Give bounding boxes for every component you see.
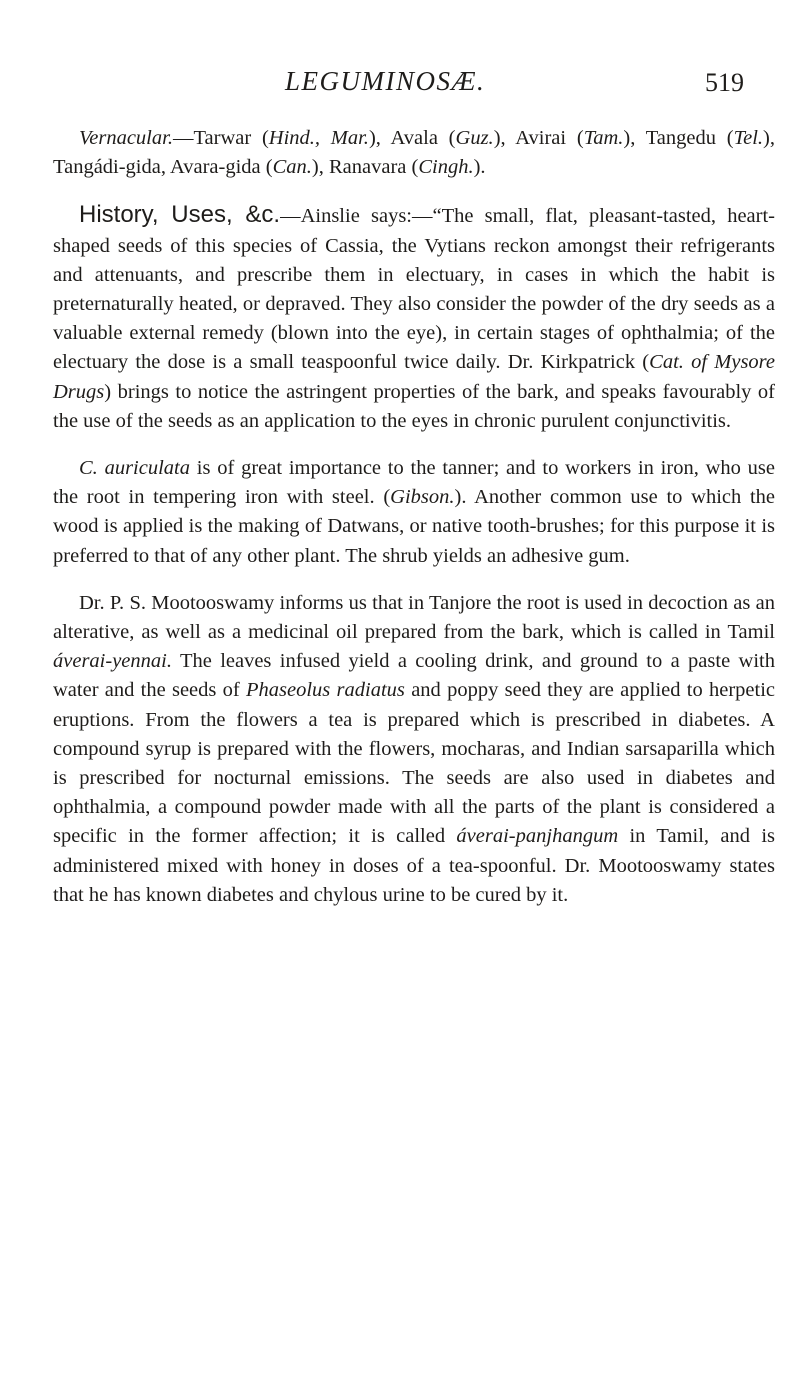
text-run: Can. — [272, 156, 312, 179]
text-run: ), Avala ( — [368, 127, 456, 149]
text-run: ), Ranavara ( — [311, 156, 419, 179]
text-run: Vernacular. — [79, 127, 173, 149]
text-run: Hind., Mar. — [268, 127, 369, 149]
text-run: and poppy seed they are applied to herpetic eruptions. From the flowers a tea is prepared which is prescribed in diabetes. A compound syrup is prepared with the flowers, mocharas, and Indian sarsaparilla which is prescribed for nocturnal emissions. The seeds are also used in diabetes and ophthalmia, a compound powder made with all the parts of the plant is considered a specific in the former affection; it is called — [53, 679, 775, 848]
text-run: Dr. P. S. Mootooswamy informs us that in Tanjore the root is used in decoction as an alterative, as well as a medicinal oil prepared from the bark, which is called in Tamil — [53, 591, 775, 644]
text-run: Phaseolus radiatus — [246, 679, 405, 702]
text-run: History, Uses, &c. — [79, 201, 281, 229]
text-run: Tam. — [583, 127, 624, 149]
body-text — [53, 124, 775, 910]
text-run: Cingh. — [418, 156, 474, 179]
page-number: 519 — [705, 68, 744, 97]
text-run: ), Tangedu ( — [623, 127, 734, 149]
text-run: Gibson. — [390, 486, 455, 509]
text-run: ), Tangádi-gida, Avara-gida ( — [53, 127, 775, 179]
text-run: áverai-panjhangum — [456, 825, 619, 848]
paragraph-vernacular — [53, 124, 775, 182]
text-run: —Tarwar ( — [172, 127, 269, 149]
text-run: Cat. of Mysore Drugs — [53, 351, 775, 403]
text-run: Guz. — [455, 127, 494, 149]
running-head — [0, 66, 800, 106]
text-run: ), Avirai ( — [493, 127, 584, 149]
text-run: áverai-yennai. — [53, 650, 172, 673]
text-run: ). Another common use to which the wood is applied is the making of Datwans, or native tooth-brushes; for this purpose it is preferred to that of any other plant. The shrub yields an adhesive gum. — [53, 486, 776, 567]
running-title: LEGUMINOSÆ. — [285, 66, 486, 96]
text-run: ). — [473, 156, 486, 179]
paragraph-tanning-use — [53, 454, 775, 571]
text-run: is of great importance to the tanner; and to workers in iron, who use the root in tempering iron with steel. ( — [53, 457, 776, 509]
paragraph-history-uses — [53, 200, 775, 436]
text-run: —Ainslie says:—“The small, flat, pleasant-tasted, heart-shaped seeds of this species of Cassia, the Vytians reckon amongst their refrigerants and attenuants, and prescribe them in electuary, in cases in which the habit is preternaturally heated, or depraved. They also consider the powder of the dry seeds as a valuable external remedy (blown into the eye), in certain stages of ophthalmia; of the electuary the dose is a small teaspoonful twice daily. Dr. Kirkpatrick ( — [53, 205, 775, 374]
text-run: ) brings to notice the astringent properties of the bark, and speaks favourably of the use of the seeds as an application to the eyes in chronic purulent conjunctivitis. — [53, 380, 775, 432]
text-run: The leaves infused yield a cooling drink, and ground to a paste with water and the seeds of — [53, 650, 775, 702]
text-run: Tel. — [733, 127, 764, 149]
paragraph-tanjore-medicine — [53, 589, 775, 910]
text-run: in Tamil, and is administered mixed with honey in doses of a tea-spoonful. Dr. Mootooswamy states that he has known diabetes and chylous urine to be cured by it. — [53, 825, 775, 906]
text-run: C. auriculata — [79, 457, 190, 480]
